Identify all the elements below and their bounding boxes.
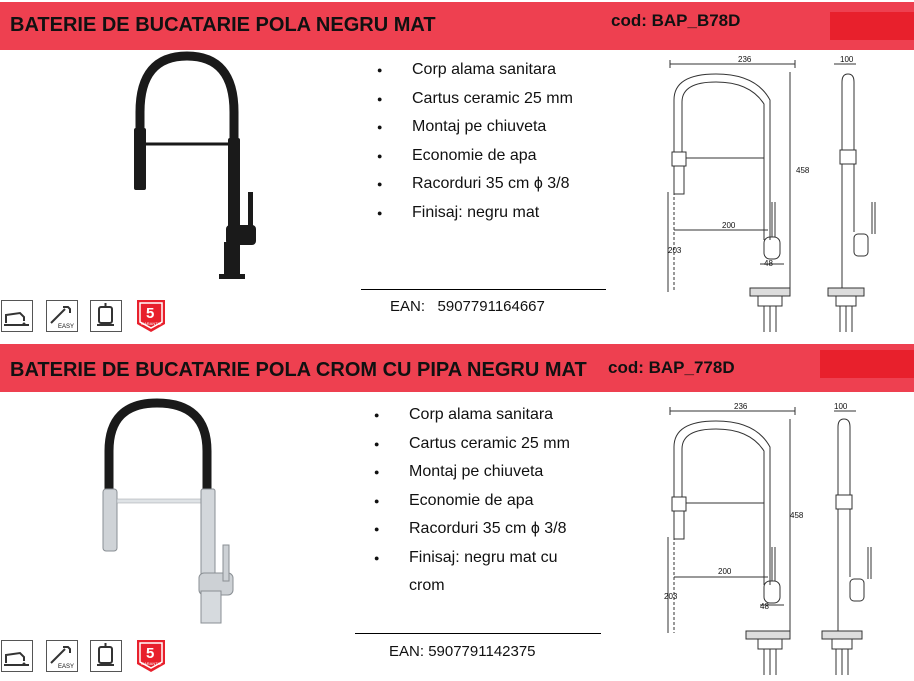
feature-item: ● Montaj pe chiuveta xyxy=(374,113,573,142)
product-1-ean-divider xyxy=(361,289,606,290)
product-2-header-band xyxy=(0,344,914,392)
dim-reach: 200 xyxy=(718,567,732,576)
dim-side: 100 xyxy=(834,402,848,411)
product-1-red-box xyxy=(830,12,914,40)
product-1-header-band xyxy=(0,2,914,50)
ean-label: EAN: xyxy=(390,298,426,315)
dim-height: 458 xyxy=(796,166,810,175)
product-1-feature-list xyxy=(374,56,573,227)
product-2-feature-list xyxy=(371,401,570,601)
warranty-5-years-badge-icon xyxy=(134,638,168,674)
product-2-tap-image xyxy=(95,395,245,627)
feature-item: ● Finisaj: negru mat xyxy=(374,199,573,228)
dim-base: 48 xyxy=(764,259,773,268)
sink-tap-icon xyxy=(1,300,33,332)
easy-label: EASY xyxy=(58,664,75,670)
feature-item: ● Economie de apa xyxy=(371,487,570,516)
warranty-word: GARANTIE xyxy=(141,661,162,666)
warranty-word: GARANTIE xyxy=(141,321,162,326)
product-2-technical-drawing xyxy=(660,397,900,679)
easy-label: EASY xyxy=(58,324,75,330)
cartridge-icon xyxy=(90,300,122,332)
feature-item: ● Economie de apa xyxy=(374,142,573,171)
easy-install-wrench-icon xyxy=(46,300,78,332)
ean-value: 5907791142375 xyxy=(428,643,536,660)
feature-item: ● Montaj pe chiuveta xyxy=(371,458,570,487)
product-2-code: cod: BAP_778D xyxy=(608,358,735,377)
dim-lower: 203 xyxy=(664,592,678,601)
warranty-years: 5 xyxy=(146,645,155,662)
product-1-technical-drawing xyxy=(660,52,900,337)
easy-install-wrench-icon xyxy=(46,640,78,672)
feature-item: ● Cartus ceramic 25 mm xyxy=(371,430,570,459)
dim-width: 236 xyxy=(738,55,752,64)
ean-value: 5907791164667 xyxy=(437,298,545,315)
product-2-ean xyxy=(389,643,536,660)
feature-item: ● Corp alama sanitara xyxy=(374,56,573,85)
cartridge-icon xyxy=(90,640,122,672)
product-1-title: BATERIE DE BUCATARIE POLA NEGRU MAT xyxy=(10,14,436,36)
feature-item: ● Racorduri 35 cm ϕ 3/8 xyxy=(374,170,573,199)
feature-item: ● Cartus ceramic 25 mm xyxy=(374,85,573,114)
dim-reach: 200 xyxy=(722,221,736,230)
product-1-ean xyxy=(390,298,545,315)
dim-lower: 203 xyxy=(668,246,682,255)
sink-tap-icon xyxy=(1,640,33,672)
feature-item: ● Corp alama sanitara xyxy=(371,401,570,430)
dim-width: 236 xyxy=(734,402,748,411)
product-1-code: cod: BAP_B78D xyxy=(611,11,741,30)
warranty-5-years-badge-icon xyxy=(134,298,168,334)
feature-item: ● Racorduri 35 cm ϕ 3/8 xyxy=(371,515,570,544)
ean-label: EAN: xyxy=(389,643,425,660)
product-2-title: BATERIE DE BUCATARIE POLA CROM CU PIPA NEGRU MAT xyxy=(10,359,587,381)
warranty-years: 5 xyxy=(146,305,155,322)
product-2-red-box xyxy=(820,350,914,378)
dim-base: 48 xyxy=(760,602,769,611)
feature-item: ● Finisaj: negru mat cu crom xyxy=(371,544,569,601)
dim-height: 458 xyxy=(790,511,804,520)
product-1-tap-image xyxy=(120,50,270,282)
product-2-ean-divider xyxy=(355,633,601,634)
dim-side: 100 xyxy=(840,55,854,64)
